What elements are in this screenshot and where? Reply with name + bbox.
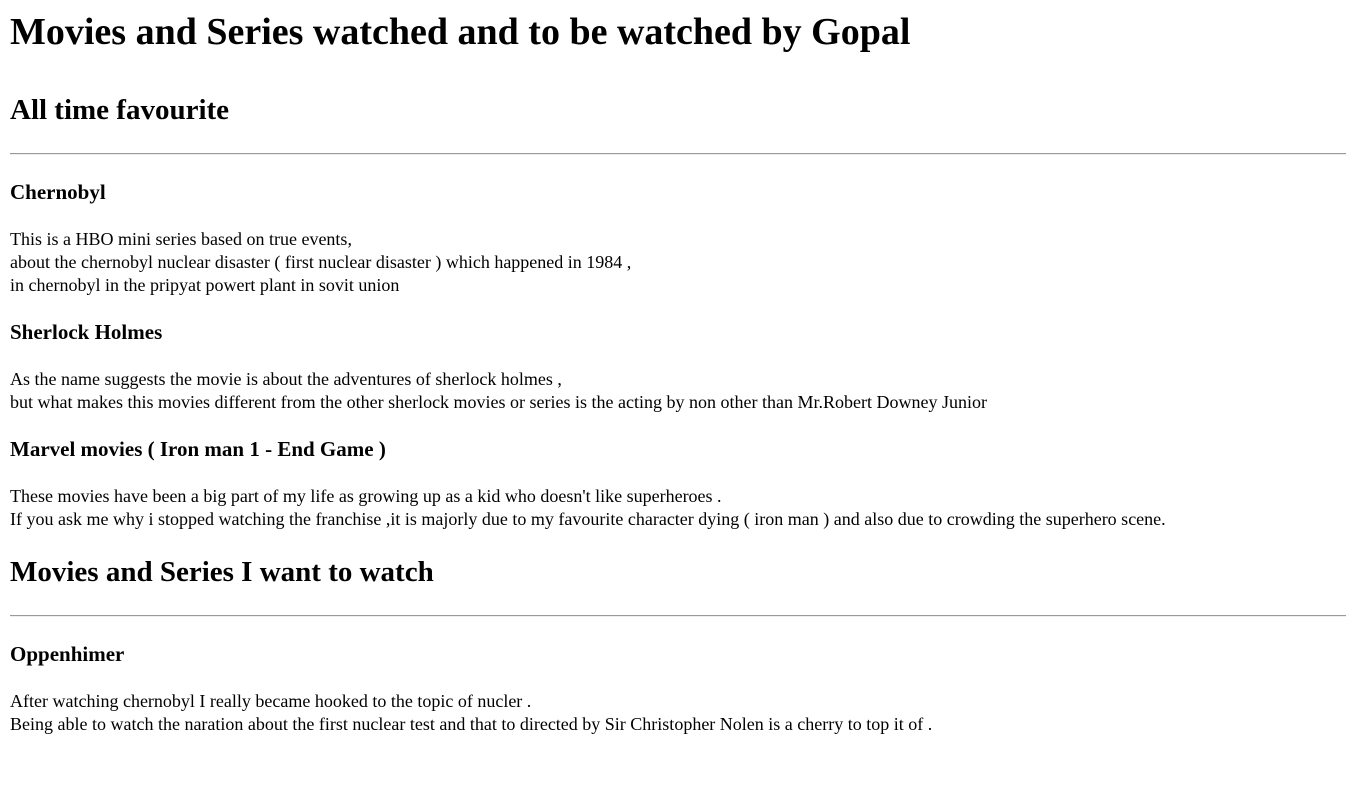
item-title-sherlock-holmes: Sherlock Holmes — [10, 320, 163, 344]
section-heading-favourites: All time favourite — [10, 94, 230, 126]
description-line: in chernobyl in the pripyat powert plant in sovit union — [10, 275, 400, 295]
description-line: As the name suggests the movie is about the adventures of sherlock holmes , — [10, 369, 562, 389]
description-line: but what makes this movies different from the other sherlock movies or series is the acting by non other than Mr.Robert Downey Junior — [10, 392, 987, 412]
item-description-sherlock-holmes — [10, 368, 1346, 414]
description-line: After watching chernobyl I really became hooked to the topic of nucler . — [10, 691, 532, 711]
description-line: These movies have been a big part of my life as growing up as a kid who doesn't like superheroes . — [10, 486, 722, 506]
item-description-marvel-movies — [10, 485, 1346, 531]
item-description-oppenhimer — [10, 690, 1346, 736]
item-title-chernobyl: Chernobyl — [10, 180, 106, 204]
section-heading-to-watch: Movies and Series I want to watch — [10, 556, 434, 588]
section-divider — [10, 153, 1346, 155]
item-description-chernobyl — [10, 228, 1346, 297]
description-line: If you ask me why i stopped watching the franchise ,it is majorly due to my favourite character dying ( iron man ) and also due to crowding the superhero scene. — [10, 509, 1166, 529]
item-title-oppenhimer: Oppenhimer — [10, 642, 125, 666]
page-title: Movies and Series watched and to be watched by Gopal — [10, 11, 911, 53]
description-line: This is a HBO mini series based on true events, — [10, 229, 352, 249]
section-divider — [10, 615, 1346, 617]
description-line: Being able to watch the naration about the first nuclear test and that to directed by Sir Christopher Nolen is a cherry to top it of . — [10, 714, 933, 734]
item-title-marvel-movies: Marvel movies ( Iron man 1 - End Game ) — [10, 437, 386, 461]
description-line: about the chernobyl nuclear disaster ( first nuclear disaster ) which happened in 1984 , — [10, 252, 632, 272]
